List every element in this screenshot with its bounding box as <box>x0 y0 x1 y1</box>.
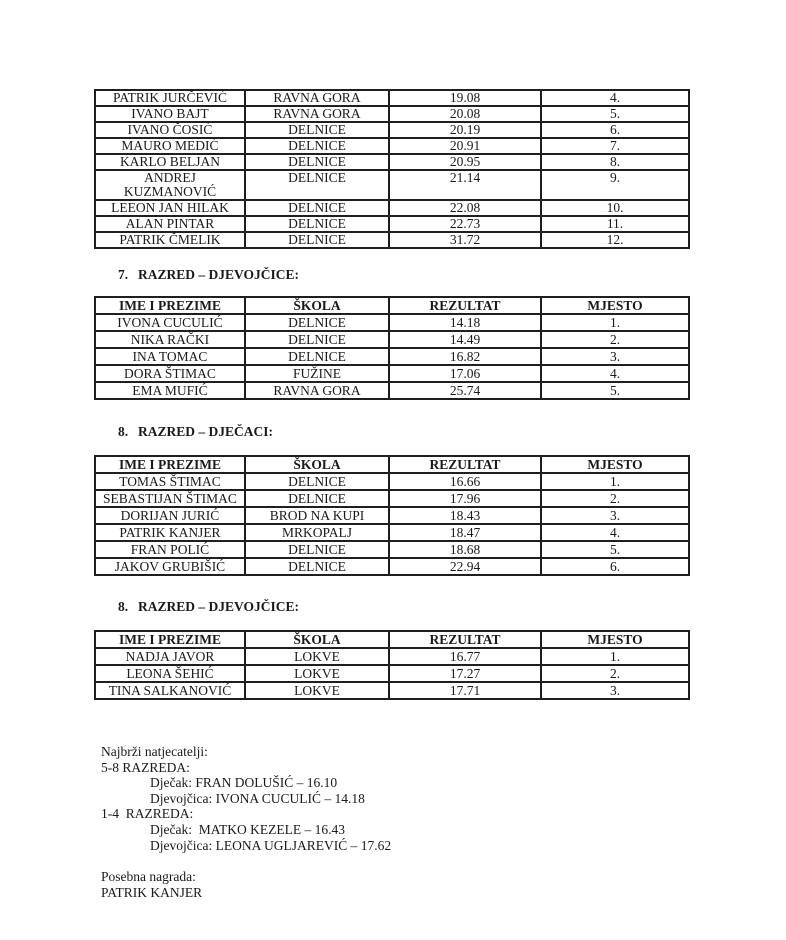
school-column-header: ŠKOLA <box>245 631 389 648</box>
name-cell: FRAN POLIĆ <box>95 541 245 558</box>
school-cell: DELNICE <box>245 331 389 348</box>
result-cell: 20.95 <box>389 154 541 170</box>
school-cell: DELNICE <box>245 490 389 507</box>
name-cell: INA TOMAC <box>95 348 245 365</box>
table-row <box>95 648 689 665</box>
school-cell: DELNICE <box>245 348 389 365</box>
name-cell: MAURO MEDIĆ <box>95 138 245 154</box>
result-cell: 16.77 <box>389 648 541 665</box>
place-cell: 3. <box>541 507 689 524</box>
table-row <box>95 331 689 348</box>
results-table-8th-grade-boys <box>94 455 690 576</box>
place-cell: 1. <box>541 314 689 331</box>
place-cell: 3. <box>541 348 689 365</box>
table-row <box>95 314 689 331</box>
name-column-header: IME I PREZIME <box>95 297 245 314</box>
table-row <box>95 524 689 541</box>
result-cell: 17.71 <box>389 682 541 699</box>
name-cell: PATRIK ČMELIK <box>95 232 245 248</box>
section-heading-8th-grade-boys <box>118 424 273 440</box>
table-row <box>95 216 689 232</box>
school-cell: FUŽINE <box>245 365 389 382</box>
school-cell: DELNICE <box>245 122 389 138</box>
school-cell: RAVNA GORA <box>245 106 389 122</box>
footer-line: 1-4 RAZREDA: <box>101 806 194 822</box>
result-cell: 22.73 <box>389 216 541 232</box>
place-cell: 12. <box>541 232 689 248</box>
school-cell: DELNICE <box>245 154 389 170</box>
school-cell: DELNICE <box>245 473 389 490</box>
table-row <box>95 682 689 699</box>
result-cell: 17.06 <box>389 365 541 382</box>
place-cell: 1. <box>541 648 689 665</box>
footer-line: Posebna nagrada: <box>101 869 196 885</box>
result-cell: 31.72 <box>389 232 541 248</box>
result-cell: 25.74 <box>389 382 541 399</box>
name-cell: SEBASTIJAN ŠTIMAC <box>95 490 245 507</box>
footer-line: 5-8 RAZREDA: <box>101 759 190 775</box>
results-table <box>94 89 690 249</box>
school-cell: DELNICE <box>245 232 389 248</box>
school-cell: DELNICE <box>245 200 389 216</box>
table-row <box>95 665 689 682</box>
result-column-header: REZULTAT <box>389 456 541 473</box>
place-column-header: MJESTO <box>541 631 689 648</box>
name-cell: JAKOV GRUBIŠIĆ <box>95 558 245 575</box>
place-cell: 4. <box>541 365 689 382</box>
school-cell: BROD NA KUPI <box>245 507 389 524</box>
footer-line: Dječak: FRAN DOLUŠIĆ – 16.10 <box>150 775 338 791</box>
table-row <box>95 365 689 382</box>
fastest-competitors-note <box>101 744 391 900</box>
footer-line: Djevojčica: IVONA CUCULIĆ – 14.18 <box>150 790 365 806</box>
school-cell: DELNICE <box>245 170 389 200</box>
name-cell: TINA SALKANOVIĆ <box>95 682 245 699</box>
results-table <box>94 630 690 700</box>
table-row <box>95 154 689 170</box>
result-cell: 16.82 <box>389 348 541 365</box>
result-cell: 18.43 <box>389 507 541 524</box>
section-heading-8th-grade-girls <box>118 599 299 615</box>
result-cell: 20.19 <box>389 122 541 138</box>
name-cell: DORIJAN JURIĆ <box>95 507 245 524</box>
name-cell: IVANO BAJT <box>95 106 245 122</box>
results-table-8th-grade-girls <box>94 630 690 700</box>
result-cell: 17.27 <box>389 665 541 682</box>
result-cell: 14.49 <box>389 331 541 348</box>
place-column-header: MJESTO <box>541 297 689 314</box>
place-cell: 1. <box>541 473 689 490</box>
place-cell: 4. <box>541 524 689 541</box>
table-row <box>95 382 689 399</box>
result-column-header: REZULTAT <box>389 297 541 314</box>
school-cell: LOKVE <box>245 648 389 665</box>
table-header-row <box>95 631 689 648</box>
name-cell: TOMAS ŠTIMAC <box>95 473 245 490</box>
table-header-row <box>95 456 689 473</box>
name-cell: DORA ŠTIMAC <box>95 365 245 382</box>
table-row <box>95 122 689 138</box>
section-title: RAZRED – DJEVOJČICE: <box>138 599 299 614</box>
school-cell: DELNICE <box>245 541 389 558</box>
school-cell: RAVNA GORA <box>245 382 389 399</box>
place-cell: 2. <box>541 490 689 507</box>
table-row <box>95 90 689 106</box>
name-column-header: IME I PREZIME <box>95 631 245 648</box>
name-cell: LEEON JAN HILAK <box>95 200 245 216</box>
results-table <box>94 296 690 400</box>
footer-line: Dječak: MATKO KEZELE – 16.43 <box>150 821 345 837</box>
result-cell: 22.94 <box>389 558 541 575</box>
section-heading-7th-grade-girls <box>118 267 299 283</box>
results-table <box>94 455 690 576</box>
name-cell: PATRIK JURČEVIĆ <box>95 90 245 106</box>
table-row <box>95 541 689 558</box>
result-cell: 20.91 <box>389 138 541 154</box>
place-cell: 5. <box>541 541 689 558</box>
name-cell: LEONA ŠEHIĆ <box>95 665 245 682</box>
school-cell: DELNICE <box>245 314 389 331</box>
school-cell: DELNICE <box>245 216 389 232</box>
name-cell: KARLO BELJAN <box>95 154 245 170</box>
name-cell: NADJA JAVOR <box>95 648 245 665</box>
table-row <box>95 200 689 216</box>
school-cell: LOKVE <box>245 665 389 682</box>
result-cell: 14.18 <box>389 314 541 331</box>
section-number: 8. <box>118 424 129 439</box>
section-number: 7. <box>118 267 129 282</box>
school-cell: LOKVE <box>245 682 389 699</box>
place-cell: 3. <box>541 682 689 699</box>
result-cell: 18.68 <box>389 541 541 558</box>
footer-line: PATRIK KANJER <box>101 884 203 900</box>
place-cell: 5. <box>541 106 689 122</box>
name-cell: NIKA RAČKI <box>95 331 245 348</box>
name-column-header: IME I PREZIME <box>95 456 245 473</box>
name-cell: IVANO ČOSIĆ <box>95 122 245 138</box>
table-row <box>95 232 689 248</box>
table-row <box>95 507 689 524</box>
name-cell: ALAN PINTAR <box>95 216 245 232</box>
place-cell: 6. <box>541 122 689 138</box>
table-row <box>95 558 689 575</box>
results-table-7th-grade-girls <box>94 296 690 400</box>
name-cell: PATRIK KANJER <box>95 524 245 541</box>
table-header-row <box>95 297 689 314</box>
table-row <box>95 138 689 154</box>
name-cell: EMA MUFIĆ <box>95 382 245 399</box>
section-number: 8. <box>118 599 129 614</box>
place-cell: 6. <box>541 558 689 575</box>
school-cell: DELNICE <box>245 138 389 154</box>
place-cell: 9. <box>541 170 689 200</box>
place-cell: 7. <box>541 138 689 154</box>
school-cell: RAVNA GORA <box>245 90 389 106</box>
section-title: RAZRED – DJEČACI: <box>138 424 274 439</box>
result-cell: 18.47 <box>389 524 541 541</box>
result-cell: 17.96 <box>389 490 541 507</box>
place-column-header: MJESTO <box>541 456 689 473</box>
place-cell: 11. <box>541 216 689 232</box>
result-cell: 20.08 <box>389 106 541 122</box>
place-cell: 4. <box>541 90 689 106</box>
name-cell: IVONA CUCULIĆ <box>95 314 245 331</box>
result-cell: 21.14 <box>389 170 541 200</box>
school-column-header: ŠKOLA <box>245 297 389 314</box>
result-cell: 16.66 <box>389 473 541 490</box>
result-cell: 19.08 <box>389 90 541 106</box>
table-row <box>95 106 689 122</box>
footer-line: Djevojčica: LEONA UGLJAREVIĆ – 17.62 <box>150 837 392 853</box>
table-row <box>95 348 689 365</box>
place-cell: 5. <box>541 382 689 399</box>
school-cell: MRKOPALJ <box>245 524 389 541</box>
results-table-7th-grade-boys-continued <box>94 89 690 249</box>
table-row <box>95 473 689 490</box>
place-cell: 8. <box>541 154 689 170</box>
place-cell: 2. <box>541 665 689 682</box>
place-cell: 10. <box>541 200 689 216</box>
name-cell <box>95 170 245 200</box>
school-cell: DELNICE <box>245 558 389 575</box>
result-cell: 22.08 <box>389 200 541 216</box>
place-cell: 2. <box>541 331 689 348</box>
table-row <box>95 490 689 507</box>
result-column-header: REZULTAT <box>389 631 541 648</box>
school-column-header: ŠKOLA <box>245 456 389 473</box>
section-title: RAZRED – DJEVOJČICE: <box>138 267 299 282</box>
footer-line: Najbrži natjecatelji: <box>101 744 208 759</box>
name-cell-text: ANDREJ KUZMANOVIĆ <box>123 170 217 199</box>
table-row <box>95 170 689 200</box>
